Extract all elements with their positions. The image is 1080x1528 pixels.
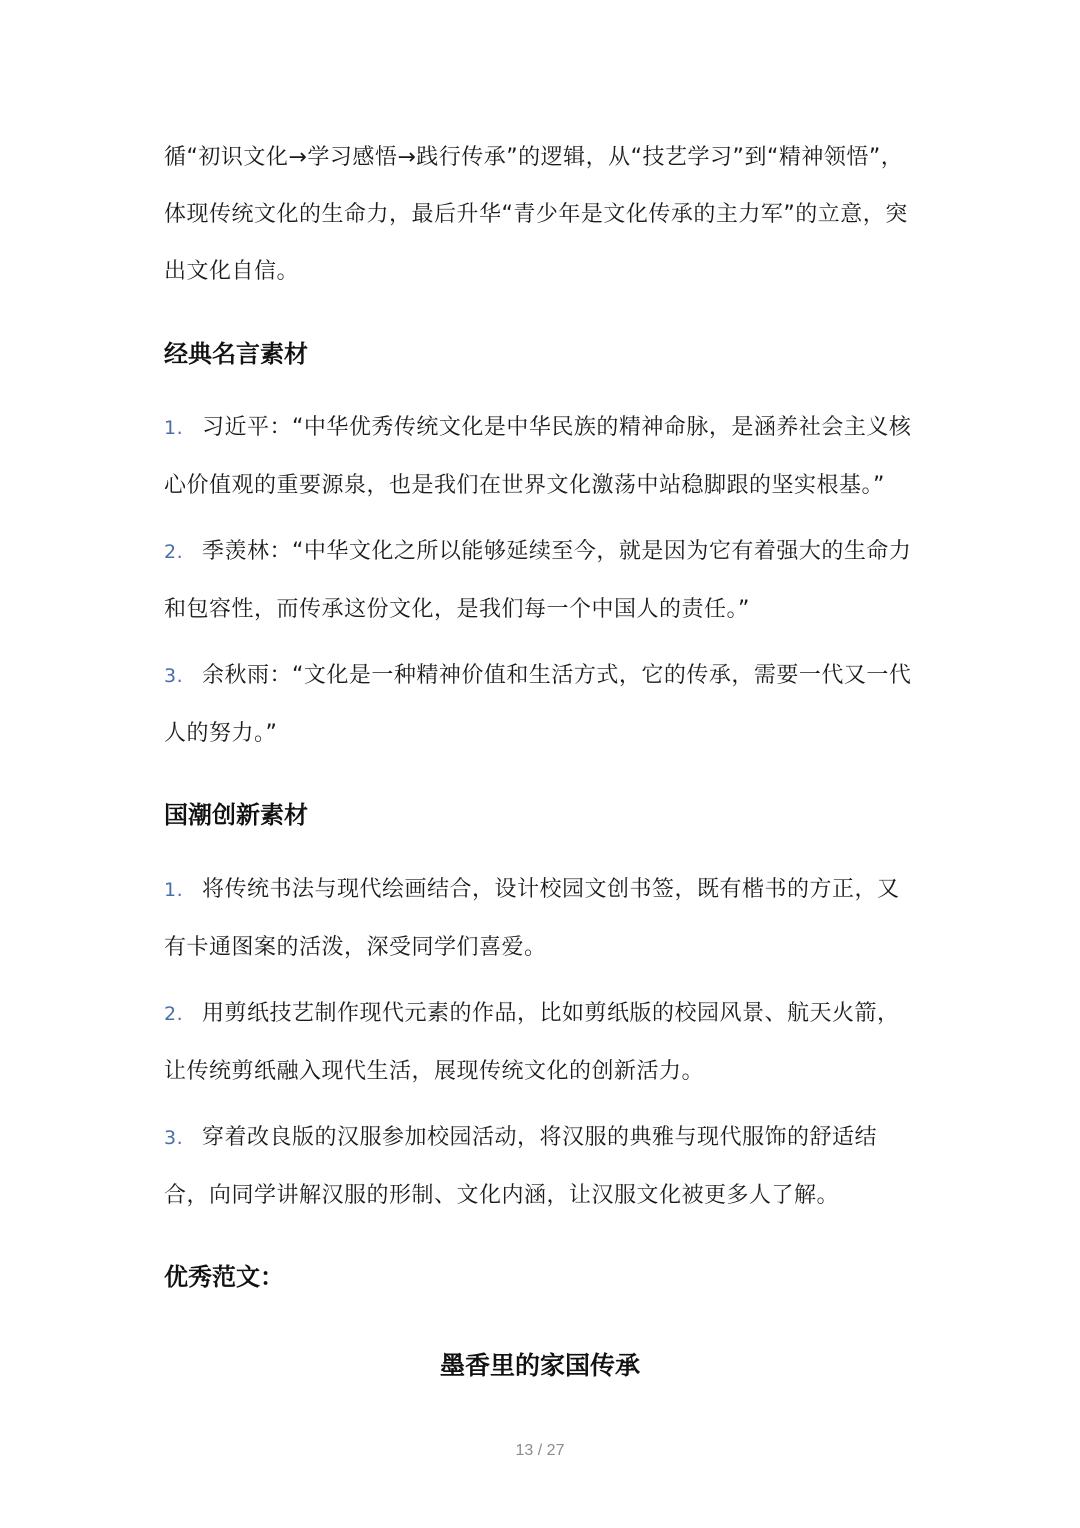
innovation-text: 将传统书法与现代绘画结合，设计校园文创书签，既有楷书的方正，又有卡通图案的活泼，深受同学们喜爱。 (164, 877, 900, 960)
list-number: 1. (164, 417, 184, 439)
intro-paragraph: 循“初识文化→学习感悟→践行传承”的逻辑，从“技艺学习”到“精神领悟”，体现传统文化的生命力，最后升华“青少年是文化传承的主力军”的立意，突出文化自信。 (164, 145, 908, 284)
essay-title: 墨香里的家国传承 (439, 1351, 640, 1380)
innovation-item (164, 1109, 916, 1224)
quote-item (164, 647, 916, 762)
innovation-item (164, 985, 916, 1100)
quote-text: 余秋雨：“文化是一种精神价值和生活方式，它的传承，需要一代又一代人的努力。” (164, 663, 912, 746)
innovation-item (164, 861, 916, 976)
page-indicator: 13 / 27 (515, 1442, 565, 1459)
essay-heading: 优秀范文： (164, 1263, 284, 1291)
list-number: 1. (164, 879, 184, 901)
quote-item (164, 523, 916, 638)
quote-text: 习近平：“中华优秀传统文化是中华民族的精神命脉，是涵养社会主义核心价值观的重要源泉，也是我们在世界文化激荡中站稳脚跟的坚实根基。” (164, 415, 912, 498)
list-number: 3. (164, 665, 184, 687)
quotes-heading: 经典名言素材 (164, 340, 308, 368)
innovation-heading: 国潮创新素材 (164, 801, 308, 829)
quote-item (164, 399, 916, 514)
innovation-text: 用剪纸技艺制作现代元素的作品，比如剪纸版的校园风景、航天火箭，让传统剪纸融入现代生活，展现传统文化的创新活力。 (164, 1001, 900, 1084)
list-number: 2. (164, 541, 184, 563)
list-number: 2. (164, 1003, 184, 1025)
innovation-text: 穿着改良版的汉服参加校园活动，将汉服的典雅与现代服饰的舒适结合，向同学讲解汉服的形制、文化内涵，让汉服文化被更多人了解。 (164, 1125, 878, 1208)
list-number: 3. (164, 1127, 184, 1149)
quote-text: 季羡林：“中华文化之所以能够延续至今，就是因为它有着强大的生命力和包容性，而传承这份文化，是我们每一个中国人的责任。” (164, 539, 912, 622)
